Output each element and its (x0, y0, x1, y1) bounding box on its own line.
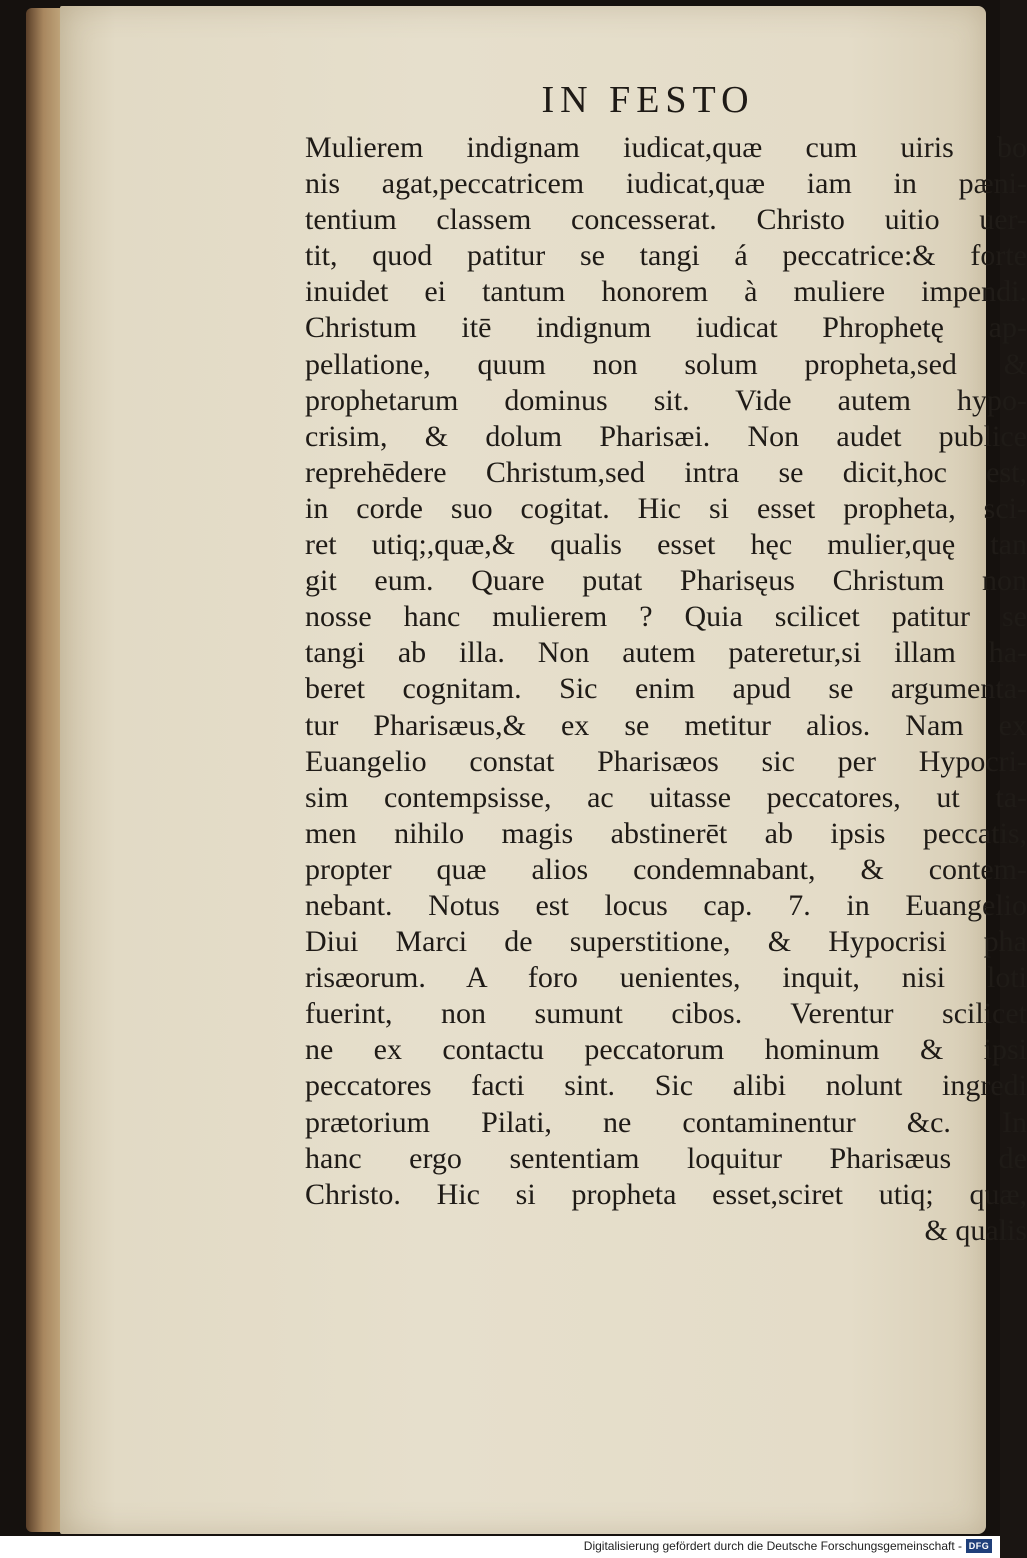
text-line: tentium classem concesserat. Christo uitio uer- (305, 203, 1027, 237)
text-line: hanc ergo sententiam loquitur Pharisæus de (305, 1141, 1027, 1175)
text-line: & qualis (924, 1213, 1027, 1247)
text-line: inuidet ei tantum honorem à muliere impendi. (305, 275, 1027, 309)
funding-credit: Digitalisierung gefördert durch die Deutsche Forschungsgemeinschaft - (583, 1539, 962, 1553)
text-line: nebant. Notus est locus cap. 7. in Euangelio (305, 888, 1027, 922)
text-line: fuerint, non sumunt cibos. Verentur scilicet (305, 997, 1027, 1031)
text-line: sim contempsisse, ac uitasse peccatores, ut ta- (305, 780, 1027, 814)
text-line: in corde suo cogitat. Hic si esset propheta, sci- (305, 491, 1027, 525)
text-line: prætorium Pilati, ne contaminentur &c. In (305, 1105, 1027, 1139)
text-line: nis agat,peccatricem iudicat,quæ iam in pæni- (305, 167, 1027, 201)
text-line: crisim, & dolum Pharisæi. Non audet publice (305, 419, 1027, 453)
text-line: peccatores facti sint. Sic alibi nolunt ingredi (305, 1069, 1027, 1103)
text-line: tit, quod patitur se tangi á peccatrice:& forte (305, 239, 1027, 273)
text-line: reprehēdere Christum,sed intra se dicit,hoc est, (305, 455, 1027, 489)
text-line: ret utiq;,quæ,& qualis esset hęc mulier,quę tan (305, 528, 1027, 562)
text-line: ne ex contactu peccatorum hominum & ipsi (305, 1033, 1027, 1067)
text-line: Christum itē indignum iudicat Phrophetę ap- (305, 311, 1027, 345)
text-block (305, 130, 1027, 1249)
text-line: Mulierem indignam iudicat,quæ cum uiris bo (305, 131, 1027, 164)
text-line: git eum. Quare putat Pharisęus Christum non (305, 564, 1027, 598)
book-page (60, 6, 1027, 1534)
text-line: risæorum. A foro uenientes, inquit, nisi loti (305, 961, 1027, 995)
text-line: beret cognitam. Sic enim apud se argumenta- (305, 672, 1027, 706)
running-header: IN FESTO (541, 79, 755, 121)
text-line: propter quæ alios condemnabant, & contem- (305, 852, 1027, 886)
text-line: tur Pharisæus,& ex se metitur alios. Nam ex (305, 708, 1027, 742)
text-line: nosse hanc mulierem ? Quia scilicet patitur se (305, 600, 1027, 634)
text-line: Euangelio constat Pharisæos sic per Hypocri- (305, 744, 1027, 778)
text-line: prophetarum dominus sit. Vide autem hypo- (305, 383, 1027, 417)
text-line: Diui Marci de superstitione, & Hypocrisi pha (305, 925, 1027, 959)
text-line: pellatione, quum non solum propheta,sed & (305, 347, 1027, 381)
text-line: tangi ab illa. Non autem pateretur,si illam ha- (305, 636, 1027, 670)
text-line: men nihilo magis abstinerēt ab ipsis peccatis, (305, 816, 1027, 850)
text-line: Christo. Hic si propheta esset,sciret utiq; quæ, (305, 1177, 1027, 1211)
dfg-logo: DFG (966, 1539, 992, 1553)
